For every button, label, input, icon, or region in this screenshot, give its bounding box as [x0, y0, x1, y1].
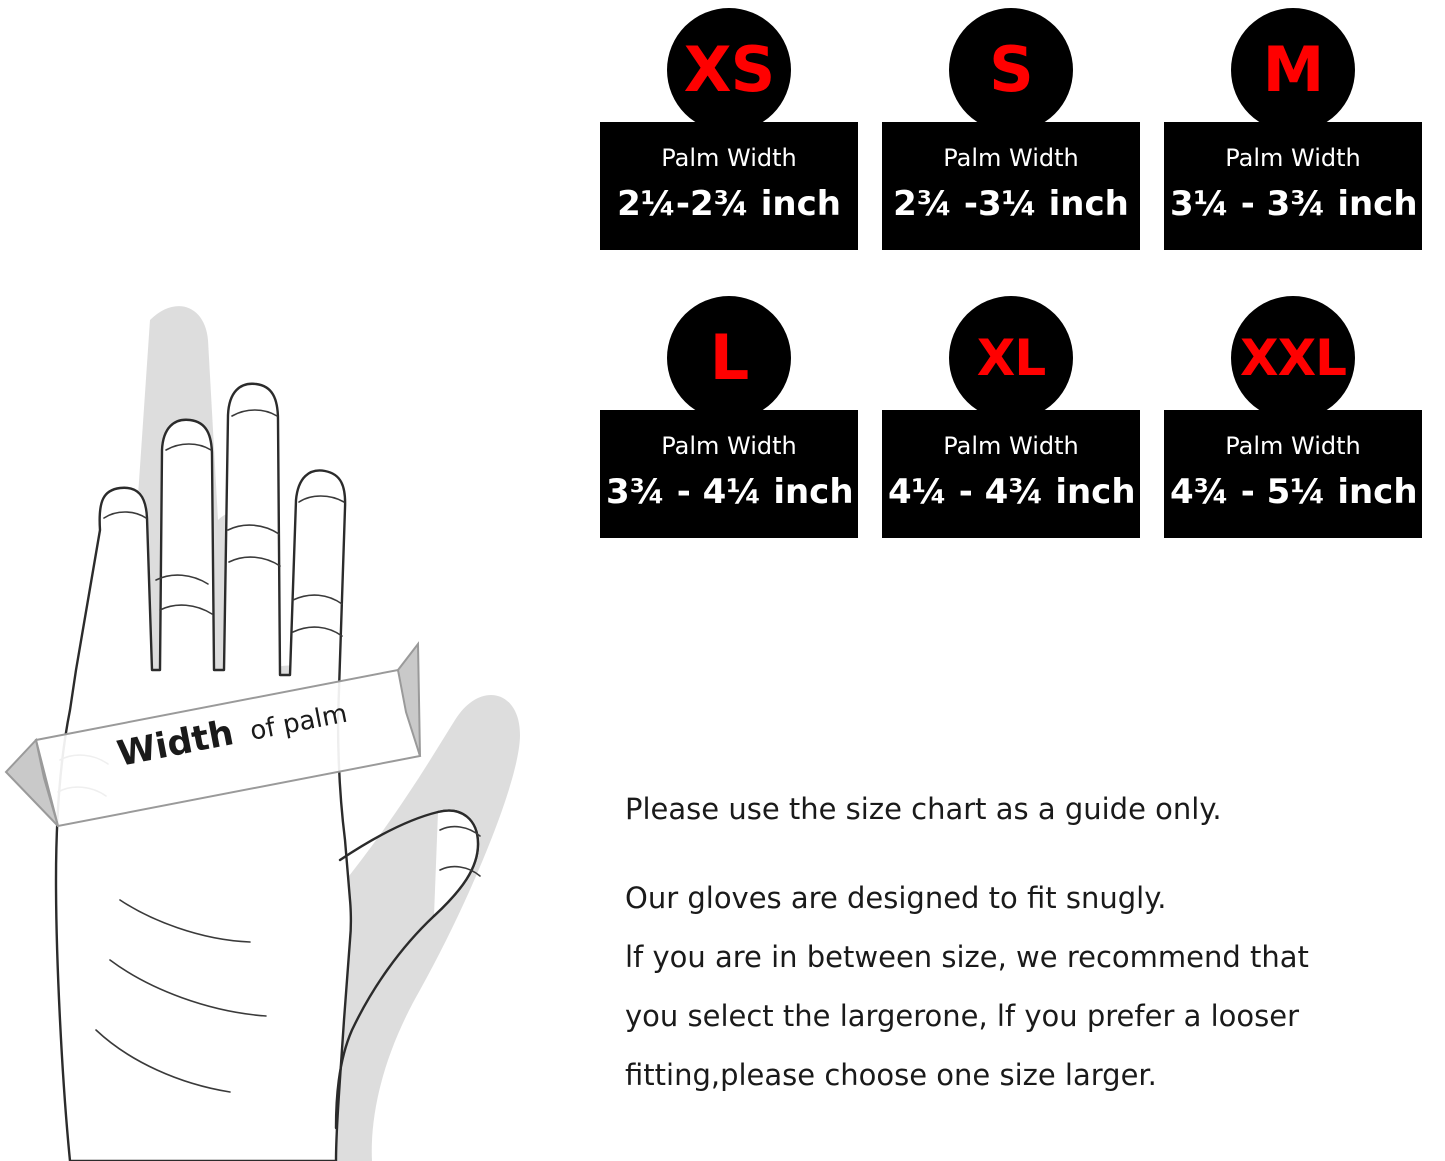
- size-card-xl: [882, 296, 1140, 538]
- size-card-s: [882, 8, 1140, 250]
- size-row-top: [600, 8, 1440, 250]
- palm-width-value-xl: 4¼ - 4¾ inch: [888, 472, 1136, 512]
- palm-width-value-xs: 2¼-2¾ inch: [617, 184, 841, 224]
- palm-width-value-s: 2¾ -3¼ inch: [893, 184, 1129, 224]
- size-panel-xxl: [1164, 410, 1422, 538]
- size-card-l: [600, 296, 858, 538]
- size-badge-m: M: [1231, 8, 1355, 132]
- size-card-m: [1164, 8, 1422, 250]
- palm-width-value-xxl: 4¾ - 5¼ inch: [1170, 472, 1418, 512]
- size-chart-grid: [600, 8, 1440, 584]
- size-panel-m: [1164, 122, 1422, 250]
- palm-width-label-s: Palm Width: [943, 144, 1079, 172]
- palm-width-label-m: Palm Width: [1225, 144, 1361, 172]
- palm-width-label-xxl: Palm Width: [1225, 432, 1361, 460]
- palm-width-value-m: 3¼ - 3¾ inch: [1170, 184, 1418, 224]
- palm-width-value-l: 3¾ - 4¼ inch: [606, 472, 854, 512]
- note-line-2: Our gloves are designed to fit snugly.: [625, 881, 1167, 915]
- hand-illustration: [0, 200, 620, 1161]
- sizing-notes: [625, 792, 1435, 1120]
- size-panel-s: [882, 122, 1140, 250]
- size-panel-xl: [882, 410, 1140, 538]
- palm-width-label-xl: Palm Width: [943, 432, 1079, 460]
- palm-width-label-xs: Palm Width: [661, 144, 797, 172]
- note-line-5: fitting,please choose one size larger.: [625, 1058, 1157, 1092]
- size-badge-xs: XS: [667, 8, 791, 132]
- note-line-3: lf you are in between size, we recommend that: [625, 940, 1309, 974]
- size-badge-xxl: XXL: [1231, 296, 1355, 420]
- measure-caption-bold: Width: [114, 713, 237, 775]
- size-badge-xl: XL: [949, 296, 1073, 420]
- size-badge-s: S: [949, 8, 1073, 132]
- size-panel-l: [600, 410, 858, 538]
- size-row-bottom: [600, 296, 1440, 538]
- size-card-xxl: [1164, 296, 1422, 538]
- size-card-xs: [600, 8, 858, 250]
- size-badge-l: L: [667, 296, 791, 420]
- size-panel-xs: [600, 122, 858, 250]
- note-line-1: Please use the size chart as a guide only.: [625, 792, 1222, 826]
- note-line-4: you select the largerone, lf you prefer a looser: [625, 999, 1299, 1033]
- hand-outline-svg: [0, 200, 620, 1161]
- measure-caption-light: of palm: [247, 698, 350, 747]
- palm-width-label-l: Palm Width: [661, 432, 797, 460]
